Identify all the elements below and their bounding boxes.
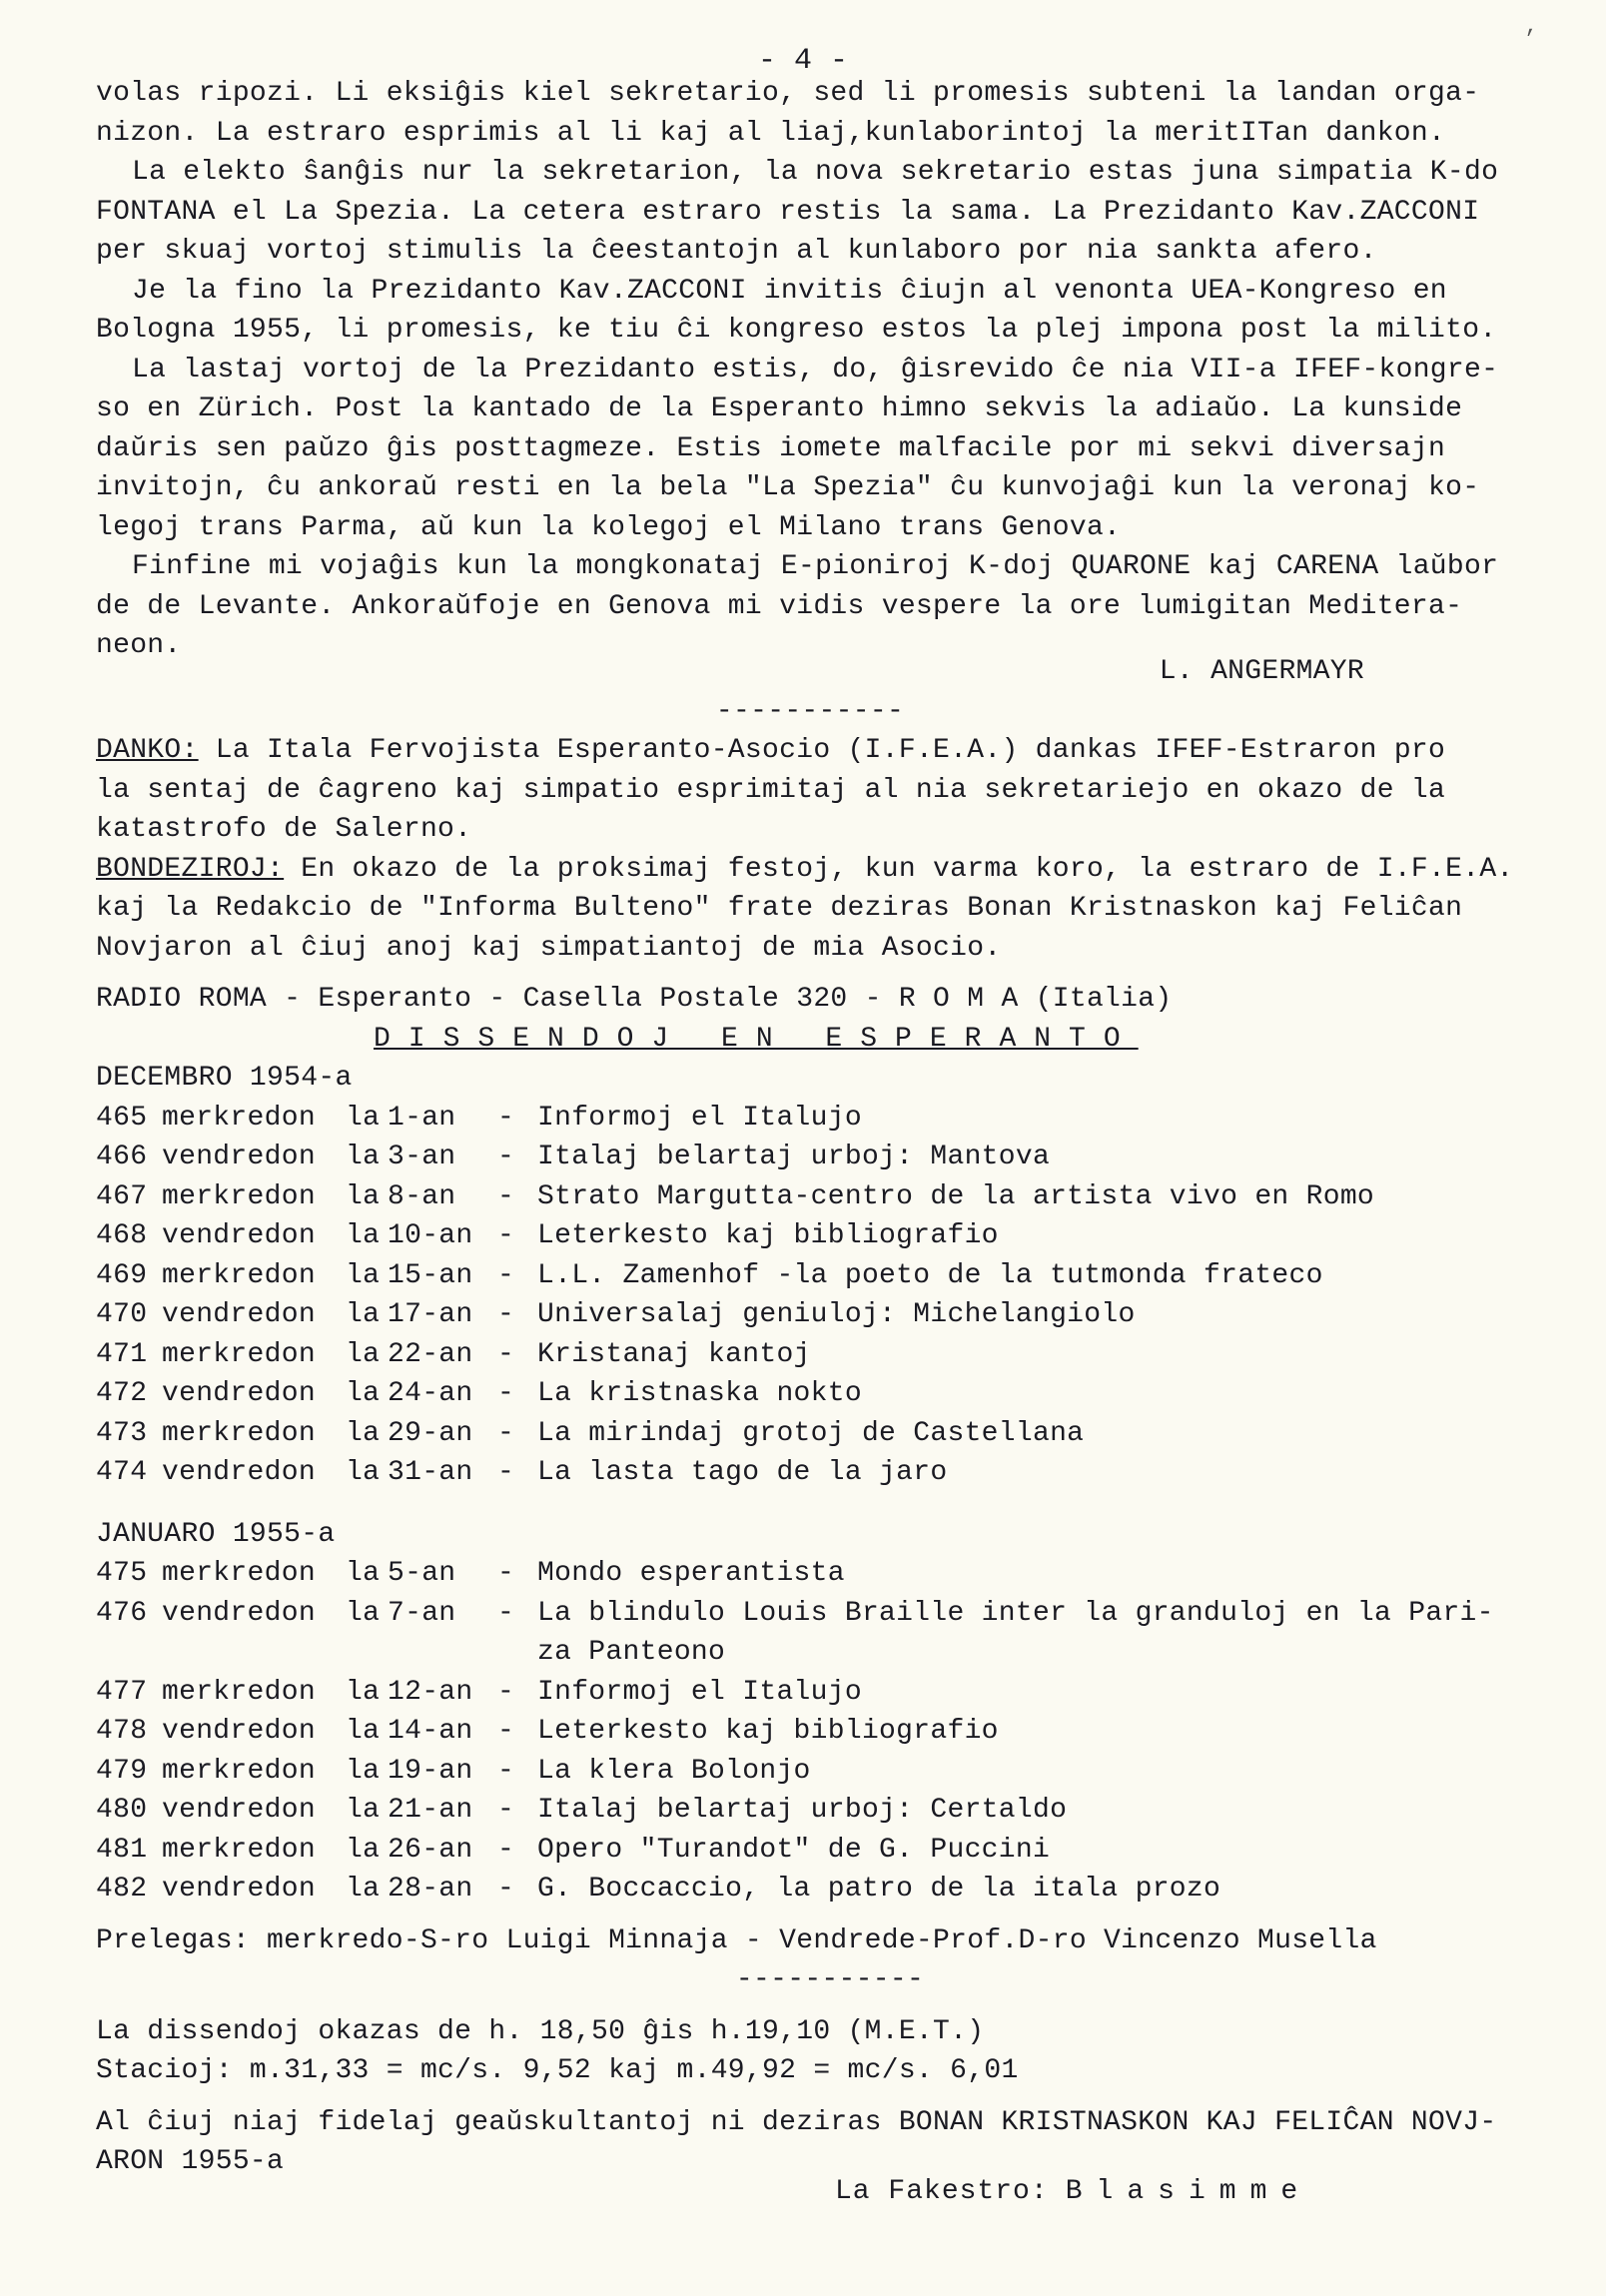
article-la: la xyxy=(346,1220,381,1251)
broadcast-number: 467 xyxy=(96,1180,148,1212)
broadcast-day: merkredon xyxy=(162,1417,316,1449)
broadcast-date: 7-an xyxy=(388,1597,456,1629)
broadcast-number: 466 xyxy=(96,1142,148,1172)
dash-separator: - xyxy=(497,1597,515,1629)
broadcast-topic: Opero "Turandot" de G. Puccini xyxy=(537,1834,1051,1866)
broadcast-topic: Italaj belartaj urboj: Certaldo xyxy=(537,1795,1068,1826)
broadcast-number: 480 xyxy=(96,1795,148,1826)
corner-mark: , xyxy=(1524,14,1538,39)
schedule-row xyxy=(96,1712,1494,1752)
broadcast-title: DISSENDOJ EN ESPERANTO xyxy=(374,1023,1139,1055)
dash-separator: - xyxy=(497,1795,515,1826)
broadcast-number: 468 xyxy=(96,1220,148,1251)
article-la: la xyxy=(346,1597,381,1629)
month-heading-january: JANUARO 1955-a xyxy=(96,1518,336,1550)
broadcast-number: 475 xyxy=(96,1558,148,1589)
broadcast-topic: Informoj el Italujo xyxy=(537,1676,862,1708)
broadcast-topic: Strato Margutta-centro de la artista vivo en Romo xyxy=(537,1180,1375,1212)
page-number: - 4 - xyxy=(757,44,848,78)
schedule-row xyxy=(96,1295,1374,1335)
broadcast-date: 22-an xyxy=(388,1338,473,1370)
dash-separator: - xyxy=(497,1378,515,1409)
article-la: la xyxy=(346,1378,381,1409)
broadcast-date: 17-an xyxy=(388,1299,473,1330)
dash-separator: - xyxy=(497,1180,515,1212)
text-line: La elekto ŝanĝis nur la sekretarion, la nova sekretario estas juna simpatia K-do xyxy=(132,157,1499,188)
closing-label: La Fakestro: xyxy=(835,2176,1049,2207)
broadcast-date: 3-an xyxy=(388,1142,456,1172)
broadcast-date: 8-an xyxy=(388,1180,456,1212)
broadcast-topic: La lasta tago de la jaro xyxy=(537,1457,948,1488)
article-la: la xyxy=(346,1716,381,1747)
broadcast-day: vendredon xyxy=(162,1299,316,1330)
broadcast-day: vendredon xyxy=(162,1597,316,1629)
article-la: la xyxy=(346,1676,381,1708)
broadcast-date: 12-an xyxy=(388,1676,473,1708)
stations-line: Stacioj: m.31,33 = mc/s. 9,52 kaj m.49,92 = mc/s. 6,01 xyxy=(96,2055,1019,2086)
broadcast-time: La dissendoj okazas de h. 18,50 ĝis h.19,10 (M.E.T.) xyxy=(96,2015,985,2047)
schedule-row xyxy=(96,1752,1494,1792)
broadcast-day: vendredon xyxy=(162,1874,316,1905)
broadcast-date: 24-an xyxy=(388,1378,473,1409)
broadcast-topic: G. Boccaccio, la patro de la itala prozo xyxy=(537,1874,1221,1905)
text-line: legoj trans Parma, aŭ kun la kolegoj el Milano trans Genova. xyxy=(96,511,1122,543)
dash-separator: - xyxy=(497,1755,515,1787)
broadcast-date: 31-an xyxy=(388,1457,473,1488)
schedule-row xyxy=(96,1870,1494,1910)
broadcast-date: 1-an xyxy=(388,1102,456,1134)
broadcast-topic: La kristnaska nokto xyxy=(537,1378,862,1409)
dash-separator: - xyxy=(497,1102,515,1134)
article-la: la xyxy=(346,1834,381,1866)
wishes-line: Al ĉiuj niaj fidelaj geaŭskultantoj ni deziras BONAN KRISTNASKON KAJ FELIĈAN NOVJ- xyxy=(96,2106,1497,2138)
schedule-row xyxy=(96,1414,1374,1454)
schedule-row xyxy=(96,1177,1374,1217)
text-line: Je la fino la Prezidanto Kav.ZACCONI invitis ĉiujn al venonta UEA-Kongreso en xyxy=(132,275,1447,307)
broadcast-day: merkredon xyxy=(162,1102,316,1134)
dash-separator: - xyxy=(497,1457,515,1488)
schedule-row xyxy=(96,1374,1374,1414)
radio-header: RADIO ROMA - Esperanto - Casella Postale 320 - R O M A (Italia) xyxy=(96,984,1173,1015)
text-line: La Itala Fervojista Esperanto-Asocio (I.F.E.A.) dankas IFEF-Estraron pro xyxy=(198,735,1446,766)
article-la: la xyxy=(346,1874,381,1905)
broadcast-topic: La blindulo Louis Braille inter la granduloj en la Pari- xyxy=(537,1597,1494,1629)
text-line: Finfine mi vojaĝis kun la mongkonataj E-pioniroj K-doj QUARONE kaj CARENA laŭbor xyxy=(132,551,1499,582)
broadcast-number: 470 xyxy=(96,1299,148,1330)
article-la: la xyxy=(346,1102,381,1134)
text-line: daŭris sen paŭzo ĝis posttagmeze. Estis iomete malfacile por mi sekvi diversajn xyxy=(96,432,1446,464)
article-la: la xyxy=(346,1299,381,1330)
closing-name: Blasimme xyxy=(1065,2176,1312,2207)
dash-separator: - xyxy=(497,1558,515,1589)
dash-separator: - xyxy=(497,1142,515,1172)
dash-separator: - xyxy=(497,1834,515,1866)
broadcast-date: 19-an xyxy=(388,1755,473,1787)
schedule-row xyxy=(96,1594,1494,1634)
article-la: la xyxy=(346,1338,381,1370)
text-line: invitojn, ĉu ankoraŭ resti en la bela "La Spezia" ĉu kunvojaĝi kun la veronaj ko- xyxy=(96,472,1480,503)
schedule-row-continuation xyxy=(96,1633,1494,1673)
text-line: de de Levante. Ankoraŭfoje en Genova mi vidis vespere la ore lumigitan Meditera- xyxy=(96,590,1463,622)
broadcast-date: 29-an xyxy=(388,1417,473,1449)
schedule-row xyxy=(96,1453,1374,1493)
broadcast-number: 473 xyxy=(96,1417,148,1449)
separator-line: ----------- xyxy=(735,1964,925,1995)
dash-separator: - xyxy=(497,1417,515,1449)
broadcast-day: merkredon xyxy=(162,1676,316,1708)
broadcast-number: 472 xyxy=(96,1378,148,1409)
schedule-row xyxy=(96,1554,1494,1594)
schedule-row xyxy=(96,1335,1374,1375)
broadcast-topic: Leterkesto kaj bibliografio xyxy=(537,1716,999,1747)
author-signature: L. ANGERMAYR xyxy=(1159,656,1364,687)
schedule-table-december xyxy=(96,1099,1374,1493)
broadcast-day: vendredon xyxy=(162,1457,316,1488)
dash-separator: - xyxy=(497,1259,515,1291)
text-line: La lastaj vortoj de la Prezidanto estis, do, ĝisrevido ĉe nia VII-a IFEF-kongre- xyxy=(132,354,1499,385)
dash-separator: - xyxy=(497,1716,515,1747)
broadcast-topic: Kristanaj kantoj xyxy=(537,1338,811,1370)
dash-separator: - xyxy=(497,1220,515,1251)
broadcast-topic: Informoj el Italujo xyxy=(537,1102,862,1134)
wishes-line: ARON 1955-a xyxy=(96,2146,285,2177)
broadcast-day: vendredon xyxy=(162,1378,316,1409)
broadcast-day: merkredon xyxy=(162,1259,316,1291)
text-line: Novjaron al ĉiuj anoj kaj simpatiantoj de mia Asocio. xyxy=(96,932,1002,964)
text-line: so en Zürich. Post la kantado de la Esperanto himno sekvis la adiaŭo. La kunside xyxy=(96,393,1463,424)
schedule-row xyxy=(96,1673,1494,1713)
schedule-row xyxy=(96,1216,1374,1256)
article-la: la xyxy=(346,1142,381,1172)
bondeziroj-section xyxy=(96,850,1524,969)
broadcast-number: 477 xyxy=(96,1676,148,1708)
broadcast-day: merkredon xyxy=(162,1834,316,1866)
text-line: katastrofo de Salerno. xyxy=(96,814,472,845)
article-la: la xyxy=(346,1259,381,1291)
dash-separator: - xyxy=(497,1338,515,1370)
article-la: la xyxy=(346,1457,381,1488)
text-line: nizon. La estraro esprimis al li kaj al liaj,kunlaborintoj la meritITan dankon. xyxy=(96,117,1446,149)
broadcast-topic: Italaj belartaj urboj: Mantova xyxy=(537,1142,1051,1172)
broadcast-day: merkredon xyxy=(162,1338,316,1370)
bondeziroj-label: BONDEZIROJ: xyxy=(96,853,285,885)
broadcast-date: 5-an xyxy=(388,1558,456,1589)
text-line: FONTANA el La Spezia. La cetera estraro restis la sama. La Prezidanto Kav.ZACCONI xyxy=(96,196,1480,228)
schedule-table-january xyxy=(96,1554,1494,1910)
broadcast-topic: La mirindaj grotoj de Castellana xyxy=(537,1417,1085,1449)
broadcast-date: 21-an xyxy=(388,1795,473,1826)
schedule-row xyxy=(96,1138,1374,1177)
schedule-row xyxy=(96,1256,1374,1296)
intro-paragraphs xyxy=(96,74,1524,731)
danko-label: DANKO: xyxy=(96,735,199,766)
broadcast-number: 465 xyxy=(96,1102,148,1134)
article-la: la xyxy=(346,1558,381,1589)
text-line: per skuaj vortoj stimulis la ĉeestantojn al kunlaboro por nia sankta afero. xyxy=(96,236,1377,267)
article-la: la xyxy=(346,1417,381,1449)
broadcast-number: 482 xyxy=(96,1874,148,1905)
speakers-line: Prelegas: merkredo-S-ro Luigi Minnaja - Vendrede-Prof.D-ro Vincenzo Musella xyxy=(96,1924,1377,1956)
broadcast-day: vendredon xyxy=(162,1795,316,1826)
dash-separator: - xyxy=(497,1299,515,1330)
broadcast-day: merkredon xyxy=(162,1180,316,1212)
separator-line: ----------- xyxy=(715,695,905,727)
broadcast-number: 474 xyxy=(96,1457,148,1488)
broadcast-number: 478 xyxy=(96,1716,148,1747)
broadcast-number: 481 xyxy=(96,1834,148,1866)
broadcast-number: 471 xyxy=(96,1338,148,1370)
document-body xyxy=(96,74,1524,2212)
broadcast-date: 15-an xyxy=(388,1259,473,1291)
broadcast-date: 14-an xyxy=(388,1716,473,1747)
text-line: kaj la Redakcio de "Informa Bulteno" frate deziras Bonan Kristnaskon kaj Feliĉan xyxy=(96,893,1463,924)
text-line: neon. xyxy=(96,630,182,661)
broadcast-date: 26-an xyxy=(388,1834,473,1866)
month-heading-december: DECEMBRO 1954-a xyxy=(96,1063,353,1094)
text-line: En okazo de la proksimaj festoj, kun varma koro, la estraro de I.F.E.A. xyxy=(284,853,1514,885)
danko-section xyxy=(96,731,1524,850)
broadcast-number: 469 xyxy=(96,1259,148,1291)
broadcast-number: 476 xyxy=(96,1597,148,1629)
broadcast-topic: La klera Bolonjo xyxy=(537,1755,811,1787)
broadcast-day: vendredon xyxy=(162,1142,316,1172)
schedule-row xyxy=(96,1791,1494,1831)
broadcast-date: 10-an xyxy=(388,1220,473,1251)
broadcast-topic: Mondo esperantista xyxy=(537,1558,845,1589)
broadcast-topic-continuation: za Panteono xyxy=(537,1637,726,1668)
text-line: volas ripozi. Li eksiĝis kiel sekretario, sed li promesis subteni la landan orga- xyxy=(96,78,1480,109)
dash-separator: - xyxy=(497,1676,515,1708)
broadcast-day: vendredon xyxy=(162,1716,316,1747)
schedule-row xyxy=(96,1831,1494,1871)
dash-separator: - xyxy=(497,1874,515,1905)
broadcast-topic: L.L. Zamenhof -la poeto de la tutmonda frateco xyxy=(537,1259,1323,1291)
text-line: la sentaj de ĉagreno kaj simpatio esprimitaj al nia sekretariejo en okazo de la xyxy=(96,774,1446,806)
broadcast-topic: Universalaj geniuloj: Michelangiolo xyxy=(537,1299,1136,1330)
article-la: la xyxy=(346,1795,381,1826)
radio-section xyxy=(96,980,1524,2212)
broadcast-number: 479 xyxy=(96,1755,148,1787)
text-line: Bologna 1955, li promesis, ke tiu ĉi kongreso estos la plej impona post la milito. xyxy=(96,315,1497,346)
broadcast-day: merkredon xyxy=(162,1558,316,1589)
schedule-row xyxy=(96,1099,1374,1139)
article-la: la xyxy=(346,1180,381,1212)
article-la: la xyxy=(346,1755,381,1787)
broadcast-day: vendredon xyxy=(162,1220,316,1251)
broadcast-day: merkredon xyxy=(162,1755,316,1787)
broadcast-date: 28-an xyxy=(388,1874,473,1905)
broadcast-topic: Leterkesto kaj bibliografio xyxy=(537,1220,999,1251)
